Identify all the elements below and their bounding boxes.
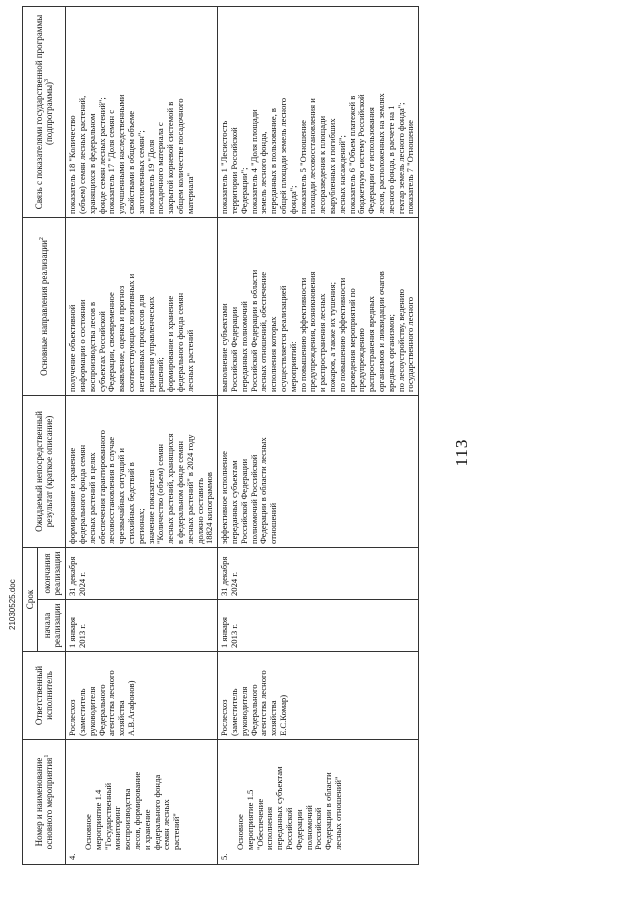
cell-number-name-line: мероприятие 1.4	[92, 789, 103, 850]
cell-result-line: Федерации в области лесных	[258, 437, 269, 544]
cell-link-line: вырубленных и погибших	[326, 118, 337, 214]
cell-result-line: должно составить	[194, 478, 205, 544]
cell-link-line: бюджетную систему Российской	[356, 94, 367, 214]
cell-number-name-line: лесов, формирование	[132, 771, 143, 850]
cell-number-name-line: переданных субъектам	[274, 766, 285, 850]
activities-table	[22, 6, 419, 865]
cell-directions-line: Российской Федерации в области	[248, 269, 259, 392]
cell-end: 31 декабря 2024 г.	[218, 547, 419, 599]
cell-number-name-line: мероприятие 1.5	[244, 789, 255, 850]
cell-directions-line: выявление, оценка и прогноз	[116, 285, 127, 392]
cell-directions-line: и распространения лесных	[317, 293, 328, 392]
cell-link-line: материала"	[184, 173, 195, 214]
cell-link-line: закрытой корневой системой в	[165, 101, 176, 214]
cell-result-line: значение показателя	[145, 469, 156, 544]
cell-number-name-line: Основное	[235, 814, 245, 850]
cell-responsible-line: агентства лесного	[258, 670, 269, 736]
header-link: Связь с показателями государственной программы (подпрограммы)$^3$	[23, 6, 66, 217]
cell-directions-line: предупреждению	[356, 328, 367, 392]
cell-result-line: переданных субъектам	[229, 460, 239, 544]
cell-result-line: Российской Федерации	[238, 458, 249, 544]
cell-link	[218, 6, 419, 217]
cell-number-name-line: лесных отношений"	[332, 776, 343, 850]
cell-link-line: заготовленных семян";	[135, 130, 146, 214]
cell-responsible	[218, 652, 419, 740]
cell-link-line: свойствами в общем объеме	[126, 110, 137, 214]
cell-link-line: (объем) семян лесных растений,	[77, 95, 88, 214]
cell-directions-line: принятия управленческих	[145, 296, 156, 392]
cell-number-name-line: воспроизводства	[122, 788, 133, 850]
cell-directions-line: выполнение субъектами	[219, 303, 230, 392]
cell-link-line: общем количестве посадочного	[175, 98, 186, 214]
cell-directions-line: по лесоустройству, ведению	[395, 289, 406, 392]
cell-link-line: Федерации от использования	[366, 107, 377, 214]
cell-link-line: площади лесовосстановления и	[307, 98, 318, 214]
cell-result	[66, 395, 218, 547]
cell-directions-line: мероприятий:	[287, 341, 298, 392]
cell-link-line: показатель 17 "Доля семян с	[106, 109, 117, 214]
cell-directions-line: получение объективной	[67, 304, 78, 392]
cell-number-name-line: Основное	[83, 814, 94, 850]
cell-number-name-line: федерального фонда	[151, 774, 162, 850]
cell-link-line: Федерации";	[238, 167, 249, 214]
cell-result-line: эффективное исполнение	[219, 451, 230, 544]
cell-directions-line: Российской Федерации	[229, 306, 239, 392]
cell-link-line: показатель 18 "Количество	[67, 115, 78, 214]
cell-directions-line: Федерации, своевременное	[106, 292, 117, 392]
cell-result-line: отношений	[268, 502, 279, 544]
cell-directions	[66, 217, 218, 395]
cell-link-line: улучшенными наследственными	[116, 94, 127, 214]
cell-directions-line: распространения вредных	[366, 296, 377, 392]
cell-result-line: чрезвычайных ситуаций и	[116, 448, 127, 544]
header-row-1	[23, 6, 38, 864]
header-number-name: Номер и наименование основного мероприятия$^1$	[23, 740, 66, 865]
cell-responsible-line: Е.С.Комар)	[277, 694, 288, 736]
cell-responsible-line: руководителя	[238, 686, 249, 736]
cell-number-name-line: и хранение	[141, 809, 152, 850]
cell-result-line: в федеральном фонде семян	[175, 441, 186, 544]
cell-directions-line: соответствующих позитивных и	[126, 273, 137, 392]
cell-start: 1 января 2013 г.	[218, 600, 419, 652]
cell-responsible-line: (заместитель	[77, 688, 88, 736]
cell-directions-line: государственного лесного	[405, 296, 416, 392]
cell-responsible	[66, 652, 218, 740]
cell-number-name-line: растений"	[171, 813, 182, 850]
cell-link-line: переданных в пользование, в	[268, 108, 279, 214]
cell-directions-line: переданных полномочий	[238, 301, 249, 392]
cell-directions-line: пожаров, а также их тушения;	[326, 282, 337, 392]
document-code: 21030525.doc	[8, 579, 17, 630]
cell-number-name-line: "Государственный	[102, 782, 113, 850]
cell-link-line: лесных насаждений";	[336, 135, 347, 214]
cell-end: 31 декабря 2024 г.	[66, 547, 218, 599]
cell-number-name	[66, 740, 218, 865]
cell-result-line: формирование и хранение	[67, 447, 78, 544]
cell-directions-line: исполнения которых	[268, 316, 279, 392]
cell-number-name-line: "Обеспечение	[254, 798, 265, 850]
cell-link-line: показатель 6 "Объем платежей в	[346, 95, 357, 214]
cell-directions-line: лесных растений	[184, 329, 195, 392]
cell-result-line: лесных растений, хранящихся	[165, 433, 176, 544]
cell-directions-line: субъектах Российской	[96, 311, 107, 392]
cell-result-line: федерального фонда семян	[77, 444, 88, 544]
cell-link-line: хранящихся в федеральном	[86, 113, 97, 214]
row-number: 5.	[219, 853, 230, 860]
cell-start: 1 января 2013 г.	[66, 600, 218, 652]
cell-result-line: полномочий Российской	[248, 454, 259, 544]
cell-number-name-line: Федерации в области	[323, 772, 334, 850]
cell-responsible-line: хозяйства	[268, 700, 279, 736]
header-end: окончания реализации	[38, 547, 66, 599]
cell-result-line: лесовосстановления в случае	[106, 436, 117, 544]
table-row	[66, 6, 218, 864]
cell-directions-line: проведения мероприятий по	[346, 288, 357, 392]
cell-directions-line: информации о состоянии	[77, 299, 88, 392]
cell-link-line: показатель 1 "Лесистость	[219, 120, 230, 214]
cell-number-name-line: мониторинг	[112, 806, 123, 850]
cell-result-line: лесных растений в целях	[86, 452, 97, 544]
cell-link-line: показатель 19 "Доля	[145, 139, 156, 214]
cell-responsible-line: (заместитель	[229, 688, 239, 736]
cell-number-name	[218, 740, 419, 865]
cell-responsible-line: руководителя	[86, 686, 97, 736]
cell-link-line: лесоразведения к площади	[317, 115, 328, 214]
cell-link-line: показатель 7 "Отношение	[405, 120, 416, 214]
cell-responsible-line: агентства лесного	[106, 670, 117, 736]
cell-result	[218, 395, 419, 547]
cell-link-line: показатель 5 "Отношение	[297, 120, 308, 214]
cell-link-line: земель лесного фонда,	[258, 131, 269, 214]
cell-directions-line: по повышению эффективности	[297, 277, 308, 392]
cell-number-name-line: семян лесных	[161, 799, 172, 850]
cell-responsible-line: Рослесхоз	[219, 699, 230, 736]
cell-directions-line: воспроизводства лесов в	[86, 301, 97, 392]
header-directions: Основные направления реализации$^2$	[23, 217, 66, 395]
cell-link-line: фонда";	[287, 185, 298, 214]
page-number: 113	[452, 438, 471, 467]
cell-link-line: показатель 4 "Доля площади	[248, 109, 259, 214]
cell-responsible-line: Федерального	[96, 684, 107, 736]
cell-number-name-line: Российской	[313, 807, 324, 850]
cell-directions-line: осуществляется реализацией	[277, 285, 288, 392]
cell-responsible-line: хозяйства	[116, 700, 127, 736]
cell-link-line: лесов, расположенных на землях	[375, 93, 386, 214]
row-number: 4.	[67, 853, 78, 860]
cell-link-line: гектар земель лесного фонда";	[395, 102, 406, 214]
cell-link-line: общей площади земель лесного	[277, 97, 288, 214]
cell-directions	[218, 217, 419, 395]
cell-link	[66, 6, 218, 217]
cell-link-line: фонде семян лесных растений";	[96, 97, 107, 214]
cell-directions-line: по повышению эффективности	[336, 277, 347, 392]
cell-directions-line: лесных отношений, обеспечение	[258, 271, 269, 392]
cell-result-line: регионах;	[135, 508, 146, 544]
cell-responsible-line: Рослесхоз	[67, 699, 78, 736]
header-responsible: Ответственный исполнитель	[23, 652, 66, 740]
cell-result-line: обеспечения гарантированного	[96, 430, 107, 544]
cell-result-line: стихийных бедствий в	[126, 462, 137, 544]
table-row	[218, 6, 419, 864]
cell-directions-line: предупреждения, возникновения	[307, 271, 318, 392]
cell-number-name-line: Федерации	[293, 809, 304, 850]
cell-result-line: 18824 килограммов	[204, 472, 215, 544]
cell-result-line: "Количество (объем) семян	[155, 443, 166, 544]
header-term: Срок	[23, 547, 38, 651]
cell-directions-line: негативных процессов для	[135, 294, 146, 392]
cell-number-name-line: полномочий	[303, 805, 314, 850]
header-start: начала реализации	[38, 600, 66, 652]
cell-link-line: территории Российской	[229, 127, 239, 214]
header-result: Ожидаемый непосредственный результат (краткое описание)	[23, 395, 66, 547]
cell-directions-line: решений;	[155, 357, 166, 392]
cell-number-name-line: Российской	[283, 807, 294, 850]
cell-responsible-line: Федерального	[248, 684, 259, 736]
cell-directions-line: федерального фонда семян	[175, 292, 186, 392]
cell-result-line: лесных растений" в 2024 году	[184, 434, 195, 544]
cell-directions-line: организмов и ликвидации очагов	[375, 271, 386, 392]
cell-responsible-line: А.В.Агафонов)	[126, 680, 137, 736]
cell-directions-line: вредных организмов;	[385, 314, 396, 392]
cell-directions-line: формирование и хранение	[165, 295, 176, 392]
cell-link-line: лесного фонда, в расчете на 1	[385, 105, 396, 214]
cell-link-line: посадочного материала с	[155, 122, 166, 214]
cell-number-name-line: исполнения	[264, 806, 275, 850]
